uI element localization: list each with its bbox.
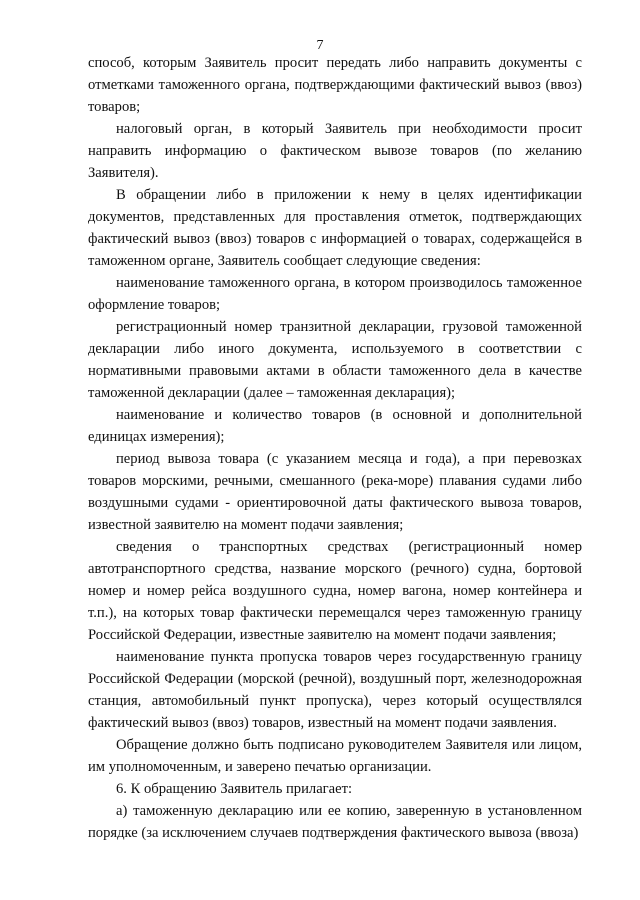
paragraph-delivery-method: способ, которым Заявитель просит передать либо направить документы с отметками таможенного органа, подтверждающими фактический вывоз (ввоз) товаров; (88, 55, 582, 115)
paragraph-identification: В обращении либо в приложении к нему в целях идентификации документов, представленных для проставления отметок, подтверждающих фактический вывоз (ввоз) товаров с информацией о товарах, содержащейся в таможенном органе, Заявитель сообщает следующие сведения: (88, 187, 582, 269)
page-number: 7 (316, 38, 324, 53)
paragraph-declaration-number: регистрационный номер транзитной декларации, грузовой таможенной декларации либо иного документа, используемого в соответствии с нормативными правовыми актами в области таможенного дела в качестве таможенной декларации (далее – таможенная декларация); (88, 319, 582, 401)
paragraph-attachment-a: а) таможенную декларацию или ее копию, заверенную в установленном порядке (за исключением случаев подтверждения фактического вывоза (ввоза) (88, 803, 582, 841)
paragraph-goods-name-quantity: наименование и количество товаров (в основной и дополнительной единицах измерения); (88, 407, 582, 445)
paragraph-signature: Обращение должно быть подписано руководителем Заявителя или лицом, им уполномоченным, и заверено печатью организации. (88, 737, 582, 775)
paragraph-checkpoint: наименование пункта пропуска товаров через государственную границу Российской Федерации (морской (речной), воздушный порт, железнодорожная станция, автомобильный пункт пропуска), через который осуществлялся фактический вывоз (ввоз) товаров, известный на момент подачи заявления. (88, 649, 582, 731)
paragraph-vehicle-info: сведения о транспортных средствах (регистрационный номер автотранспортного средства, название морского (речного) судна, бортовой номер и номер рейса воздушного судна, номер вагона, номер контейнера и т.п.), на которых товар фактически перемещался через таможенную границу Российской Федерации, известные заявителю на момент подачи заявления; (88, 539, 582, 643)
paragraph-tax-authority: налоговый орган, в который Заявитель при необходимости просит направить информацию о фактическом вывозе товаров (по желанию Заявителя). (88, 121, 582, 181)
paragraph-customs-authority-name: наименование таможенного органа, в котором производилось таможенное оформление товаров; (88, 275, 582, 313)
paragraph-section-6: 6. К обращению Заявитель прилагает: (116, 781, 353, 797)
paragraph-export-period: период вывоза товара (с указанием месяца и года), а при перевозках товаров морскими, речными, смешанного (река-море) плавания судами либо воздушными судами - ориентировочной даты фактического вывоза товаров, известной заявителю на момент подачи заявления; (88, 451, 582, 533)
document-body (88, 52, 582, 844)
